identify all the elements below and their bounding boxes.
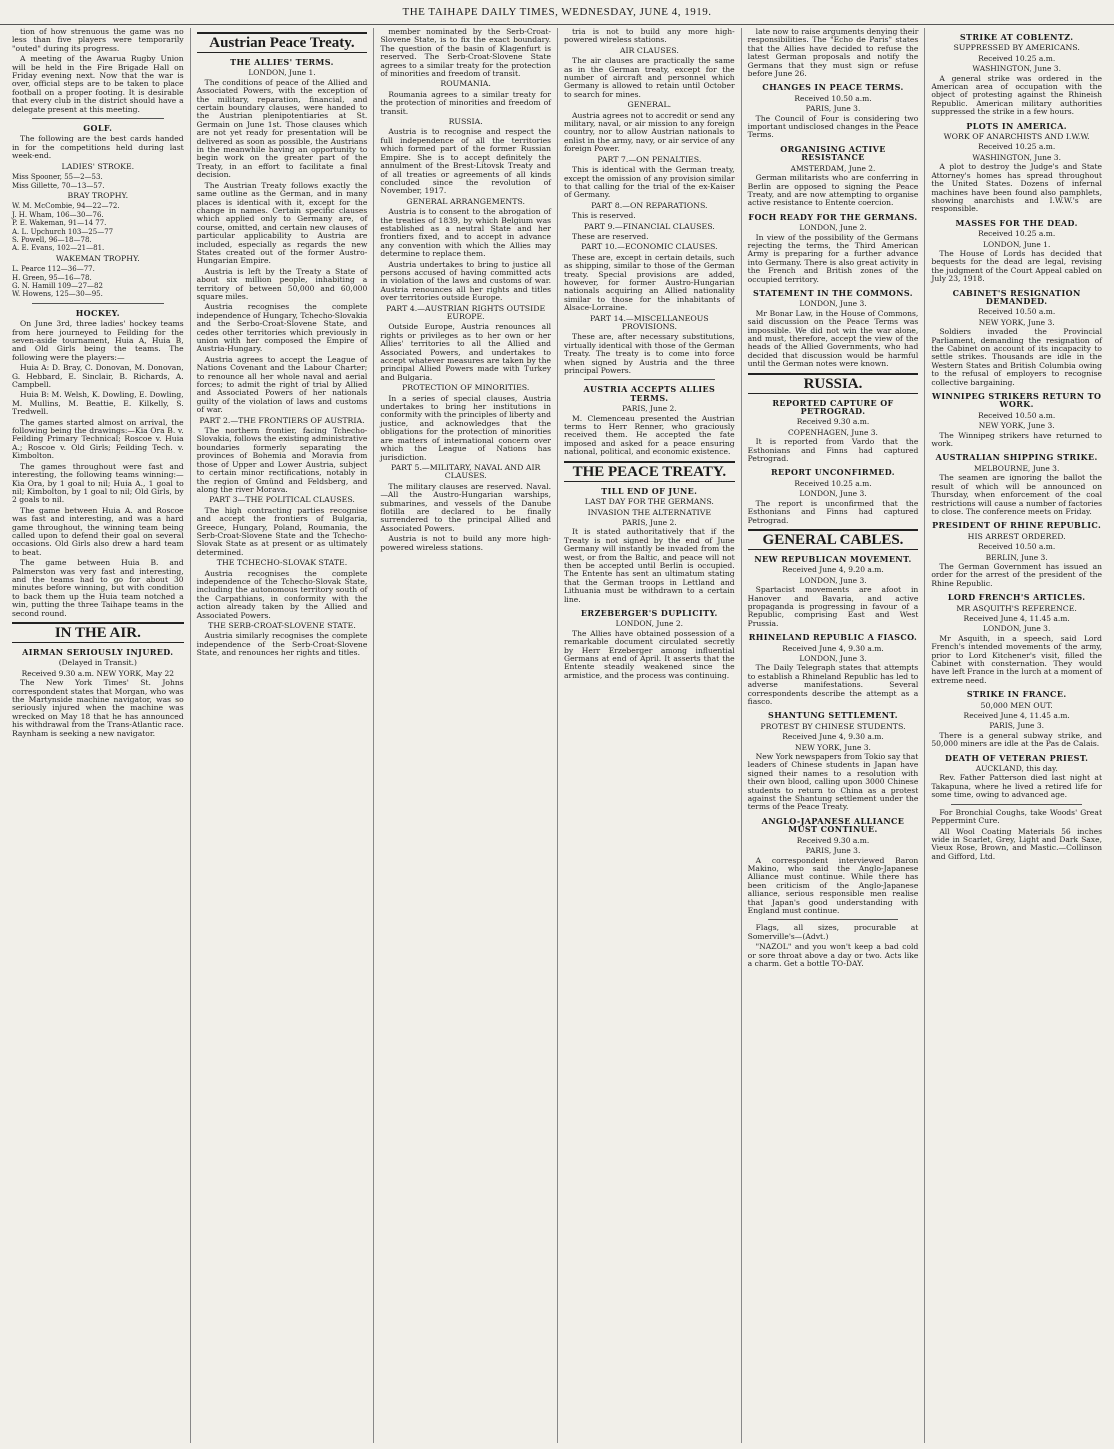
dateline: Received 10.25 a.m. bbox=[794, 478, 872, 488]
article-text: Austria recognises the complete independence of the Tchecho-Slovak State, including the autonomous territory south of the Carpathians, in conformity with the action already taken by the Allied and Associated Powers. bbox=[196, 568, 368, 620]
column-5 bbox=[741, 28, 925, 1443]
article-text: These are reserved. bbox=[572, 231, 649, 241]
subheading: PART 14.—MISCELLANEOUS PROVISIONS. bbox=[590, 313, 709, 331]
article-text: The game between Huia A. and Roscoe was fast and interesting, and was a hard game throughout, the winning team being called upon to defend their goal on several occasions. Old Girls also drew a hard team to beat. bbox=[12, 505, 184, 557]
article-text: Roumania agrees to a similar treaty for the protection of minorities and freedom of transit. bbox=[380, 89, 551, 116]
dateline: Received 10.50 a.m. bbox=[978, 307, 1056, 317]
subheading: REPORTED CAPTURE OF PETROGRAD. bbox=[772, 397, 894, 417]
article-text: The game between Huia B. and Palmerston was very fast and interesting, and the teams had to go for about 30 minutes before winning, but with condition to back them up the Huia team notched a win, putting the three Taihape teams in the second round. bbox=[12, 558, 184, 618]
note: (Delayed in Transit.) bbox=[58, 658, 137, 668]
article-text: member nominated by the Serb-Croat-Slovene State, is to fix the exact boundary. The question of the basin of Klagenfurt is reserved. The Serb-Croat-Slovene State agrees to a similar treaty for the protection of minorities and freedom of transit. bbox=[380, 28, 551, 79]
article-text: The Winnipeg strikers have returned to work. bbox=[931, 430, 1102, 449]
score-line: G. N. Hamill 109—27—82 bbox=[12, 281, 103, 290]
dateline: BERLIN, June 3. bbox=[985, 552, 1048, 562]
article-text: The conditions of peace of the Allied and Associated Powers, with the exception of the military, reparation, financial, and certain boundary clauses, were handed to the Austrian plenipotentiaries at St. Germain on June 1st. Those clauses which are not yet ready for presentation will be delivered as soon as possible, the Austrians in the meanwhile having an opportunity to begin work on the greater part of the Treaty, in an effort to facilitate a final decision. bbox=[196, 77, 368, 180]
article-text: Austria similarly recognises the complete independence of the Serb-Croat-Slovene State, and renounces her rights and titles. bbox=[196, 631, 368, 658]
section-heading: GOLF. bbox=[83, 123, 113, 134]
subheading: HIS ARREST ORDERED. bbox=[967, 531, 1066, 541]
subheading: LADIES' STROKE. bbox=[61, 161, 135, 171]
dateline: AMSTERDAM, June 2. bbox=[790, 163, 876, 173]
dateline: PARIS, June 3. bbox=[805, 104, 861, 114]
column-3 bbox=[373, 28, 557, 1443]
article-text: The report is unconfirmed that the Esthonians and Finns had captured Petrograd. bbox=[747, 498, 919, 525]
advertisement: For Bronchial Coughs, take Woods' Great Peppermint Cure. bbox=[931, 807, 1102, 826]
section-heading: PRESIDENT OF RHINE REPUBLIC. bbox=[932, 520, 1102, 531]
section-heading: WINNIPEG STRIKERS RETURN TO WORK. bbox=[931, 391, 1102, 410]
score-line: A. E. Evans, 102—21—81. bbox=[12, 244, 105, 253]
section-heading: FOCH READY FOR THE GERMANS. bbox=[748, 211, 918, 222]
dateline: Received June 4, 9.20 a.m. bbox=[782, 565, 884, 575]
dateline: Received June 4, 11.45 a.m. bbox=[963, 613, 1070, 623]
section-heading: CABINET'S RESIGNATION DEMANDED. bbox=[952, 287, 1081, 306]
article-text: These are, after necessary substitutions, virtually identical with those of the German Treaty. The treaty is to come into force when signed by Austria and the three principal Powers. bbox=[564, 332, 735, 376]
article-text: German militarists who are conferring in Berlin are opposed to signing the Peace Treaty, and are now attempting to organise active resistance to Entente coercion. bbox=[747, 173, 919, 208]
article-text: The New York Times' St. Johns correspondent states that Morgan, who was the Martynside machine navigator, was so seriously injured when the machine was wrecked on May 18 that he has announced his withdrawal from the Trans-Atlantic race. Raynham is seeking a new navigator. bbox=[12, 678, 184, 738]
columns bbox=[6, 28, 1108, 1443]
subheading: NEW REPUBLICAN MOVEMENT. bbox=[754, 553, 912, 564]
article-text: There is a general subway strike, and 50,000 miners are idle at the Pas de Calais. bbox=[931, 730, 1102, 749]
article-text: Austria is to recognise and respect the full independence of all the territories which formed part of the former Russian Empire. She is to accept definitely the annulment of the Brest-Litovsk Treaty and of all treaties or agreements of all kinds concluded since the revolution of November, 1917. bbox=[380, 127, 551, 196]
section-heading: REPORT UNCONFIRMED. bbox=[771, 467, 895, 478]
article-text: The House of Lords has decided that bequests for the dead are legal, revising the judgment of the Court Appeal cabled on July 23, 1918. bbox=[931, 248, 1102, 284]
subheading: PART 3—THE POLITICAL CLAUSES. bbox=[209, 495, 355, 505]
section-heading: ERZEBERGER'S DUPLICITY. bbox=[580, 607, 718, 618]
article-text: Huia B: M. Welsh, K. Dowling, E. Dowling, M. Mullins, M. Beattie, E. Kilkelly, S. Tredwell. bbox=[12, 390, 184, 417]
score-line: J. H. Wham, 106—30—76. bbox=[12, 210, 104, 219]
dateline: Received 9.30 a.m. bbox=[796, 417, 870, 427]
article-text: The following are the best cards handed in for the competitions held during last week-end. bbox=[12, 134, 184, 161]
section-heading: SHANTUNG SETTLEMENT. bbox=[768, 710, 898, 721]
article-text: The German Government has issued an order for the arrest of the president of the Rhine Republic. bbox=[931, 561, 1102, 588]
article-text: New York newspapers from Tokio say that leaders of Chinese students in Japan have signed their names to a resolution with their own blood, calling upon 3000 Chinese students to return to China as a protest against the Shantung settlement under the terms of the Peace Treaty. bbox=[747, 752, 919, 812]
masthead: THE TAIHAPE DAILY TIMES, WEDNESDAY, JUNE 4, 1919. bbox=[0, 0, 1114, 25]
dateline: Received June 4, 9.30 a.m. bbox=[782, 732, 884, 742]
advertisement: "NAZOL" and you won't keep a bad cold or sore throat above a day or two. Acts like a charm. Get a bottle TO-DAY. bbox=[747, 942, 919, 968]
dateline: Received 9.30 a.m. NEW YORK, May 22 bbox=[21, 668, 175, 678]
section-heading: AUSTRIA ACCEPTS ALLIES TERMS. bbox=[583, 384, 716, 403]
subheading: 50,000 MEN OUT. bbox=[980, 700, 1053, 710]
article-text: Mr Asquith, in a speech, said Lord French's intended movements of the army, prior to Lord Kitchener's visit, filled the Cabinet with consternation. They would have left France in the lurch at a moment of extreme need. bbox=[931, 633, 1102, 685]
article-text: The military clauses are reserved. Naval.—All the Austro-Hungarian warships, submarines, and vessels of the Danube flotilla are declared to be finally surrendered to the principal Allied and Associated Powers. bbox=[380, 481, 551, 533]
article-text: M. Clemenceau presented the Austrian terms to Herr Renner, who graciously received them. He accepted the fate imposed and asked for a peace ensuring national, political, and economic existence. bbox=[564, 413, 735, 457]
article-text: Austria agrees to accept the League of Nations Covenant and the Labour Charter; to renounce all her whole naval and aerial forces; to admit the right of trial by Allied and Associated Powers of her nationals guilty of the violation of laws and customs of war. bbox=[196, 354, 368, 415]
article-text: The air clauses are practically the same as in the German treaty, except for the number of aircraft and personnel which Germany is allowed to retain until October to search for mines. bbox=[564, 56, 735, 99]
dateline: Received 10.25 a.m. bbox=[978, 142, 1056, 152]
headline: IN THE AIR. bbox=[12, 622, 184, 643]
dateline: NEW YORK, June 3. bbox=[795, 742, 871, 752]
subheading: PART 5.—MILITARY, NAVAL AND AIR CLAUSES. bbox=[390, 462, 541, 481]
article-text: tion of how strenuous the game was no less than five players were temporarily "outed" during its progress. bbox=[12, 28, 184, 53]
subheading: PART 10.—ECONOMIC CLAUSES. bbox=[581, 242, 718, 252]
column-4 bbox=[557, 28, 741, 1443]
dateline: LONDON, June 2. bbox=[615, 619, 683, 629]
section-heading: MASSES FOR THE DEAD. bbox=[955, 217, 1078, 228]
dateline: WASHINGTON, June 3. bbox=[972, 152, 1061, 162]
article-text: A meeting of the Awarua Rugby Union will be held in the Fire Brigade Hall on Friday evening next. Now that the war is over, official steps are to be taken to place football on a proper footing. It is desirable that every club in the district should have a delegate present at this meeting. bbox=[12, 54, 184, 114]
subheading: PART 8.—ON REPARATIONS. bbox=[591, 200, 708, 210]
divider bbox=[951, 804, 1082, 805]
dateline: PARIS, June 3. bbox=[989, 721, 1044, 731]
section-heading: PLOTS IN AMERICA. bbox=[966, 120, 1067, 131]
section-heading: HOCKEY. bbox=[75, 307, 120, 318]
dateline: Received 10.25 a.m. bbox=[978, 53, 1056, 63]
subheading: RUSSIA. bbox=[448, 117, 483, 127]
score-line: Miss Spooner, 55—2—53. bbox=[12, 173, 103, 182]
subheading: THE ALLIES' TERMS. bbox=[230, 57, 334, 67]
article-text: Austria is to consent to the abrogation of the treaties of 1839, by which Belgium was established as a neutral State and her frontiers fixed, and to accept in advance any convention with which the Allies may determine to replace them. bbox=[380, 207, 551, 259]
score-line: W. Howens, 125—30—95. bbox=[12, 290, 103, 299]
article-text: Austria recognises the complete independence of Hungary, Tchecho-Slovakia and the Serbo-Croat-Slovene State, and cedes other territories which previously in union with her composed the Empire of Austria-Hungary. bbox=[196, 302, 368, 354]
article-text: Rev. Father Patterson died last night at Takapuna, where he lived a retired life for some time, owing to advanced age. bbox=[931, 773, 1102, 800]
subheading: LAST DAY FOR THE GERMANS. bbox=[584, 497, 714, 507]
article-text: Austria undertakes to bring to justice all persons accused of having committed acts in violation of the laws and customs of war. Austria renounces all her rights and titles over territories outside Europe. bbox=[380, 259, 551, 303]
subheading: THE SERB-CROAT-SLOVENE STATE. bbox=[208, 621, 356, 630]
subheading: THE TCHECHO-SLOVAK STATE. bbox=[216, 558, 348, 568]
section-heading: ANGLO-JAPANESE ALLIANCE MUST CONTINUE. bbox=[761, 815, 905, 835]
subheading: PART 2.—THE FRONTIERS OF AUSTRIA. bbox=[199, 415, 365, 425]
article-text: late now to raise arguments denying their responsibilities. The "Echo de Paris" states that the Allies have decided to refuse the latest German proposals and notify the Germans that they must sign or refuse before June 26. bbox=[747, 28, 919, 79]
article-text: On June 3rd, three ladies' hockey teams from here journeyed to Feilding for the seven-aside tournament, Huia A, Huia B, and Old Girls being the teams. The following were the players:— bbox=[12, 319, 184, 362]
subheading: AIR CLAUSES. bbox=[619, 45, 679, 55]
section-heading: DEATH OF VETERAN PRIEST. bbox=[944, 752, 1089, 763]
article-text: It is reported from Vardo that the Esthonians and Finns had captured Petrograd. bbox=[747, 437, 919, 464]
article-text: The high contracting parties recognise and accept the frontiers of Bulgaria, Greece, Hungary, Poland, Roumania, the Serb-Croat-Slovene State and the Tchecho-Slovak State as at present or as ultimately determined. bbox=[196, 505, 368, 557]
article-text: Mr Bonar Law, in the House of Commons, said discussion on the Peace Terms was impossible. We did not win the war alone, and must, therefore, accept the view of the heads of the Allied Governments, who had decided that discussion would be harmful until the German notes were known. bbox=[747, 308, 919, 369]
headline: Austrian Peace Treaty. bbox=[197, 32, 368, 53]
article-text: These are, except in certain details, such as shipping, similar to those of the German treaty. Special provisions are added, however, for former Austro-Hungarian nationals acquiring an Allied nationality similar to those for the inhabitants of Alsace-Lorraine. bbox=[564, 252, 735, 313]
dateline: Received 10.25 a.m. bbox=[978, 229, 1056, 239]
dateline: Received June 4, 9.30 a.m. bbox=[782, 643, 884, 653]
column-1 bbox=[6, 28, 190, 1443]
dateline: LONDON, June 1. bbox=[982, 239, 1051, 249]
dateline: NEW YORK, June 3. bbox=[978, 421, 1055, 431]
dateline: Received 10.50 a.m. bbox=[978, 410, 1056, 420]
article-text: The games throughout were fast and interesting, the following teams winning:—Kia Ora, by 1 goal to nil; Huia A., 1 goal to nil; Kimbolton, by 1 goal to nil; Old Girls, by 2 goals to nil. bbox=[12, 461, 184, 505]
subheading: INVASION THE ALTERNATIVE bbox=[587, 507, 712, 517]
dateline: MELBOURNE, June 3. bbox=[973, 463, 1060, 473]
divider bbox=[768, 919, 899, 920]
divider bbox=[32, 118, 164, 119]
column-2 bbox=[190, 28, 374, 1443]
article-text: In a series of special clauses, Austria undertakes to bring her institutions in conformity with the principles of liberty and justice, and acknowledges that the obligations for the protection of minorities are matters of international concern over which the League of Nations has jurisdiction. bbox=[380, 393, 551, 462]
subheading: GENERAL. bbox=[627, 100, 672, 110]
dateline: LONDON, June 3. bbox=[982, 624, 1051, 634]
dateline: LONDON, June 3. bbox=[799, 299, 867, 309]
section-heading: ORGANISING ACTIVE RESISTANCE bbox=[780, 143, 886, 163]
article-text: The Council of Four is considering two important undisclosed changes in the Peace Terms. bbox=[747, 113, 919, 140]
dateline: AUCKLAND, this day. bbox=[975, 764, 1058, 774]
subheading: PART 4.—AUSTRIAN RIGHTS OUTSIDE EUROPE. bbox=[386, 303, 546, 321]
headline: GENERAL CABLES. bbox=[748, 529, 919, 550]
article-text: tria is not to build any more high-powered wireless stations. bbox=[564, 28, 735, 45]
dateline: PARIS, June 3. bbox=[805, 846, 861, 856]
headline: THE PEACE TREATY. bbox=[564, 461, 735, 482]
article-text: Spartacist movements are afoot in Hanover and Bavaria, and active propaganda is progressing in favour of a Republic, comprising East and West Prussia. bbox=[747, 585, 919, 628]
subheading: AIRMAN SERIOUSLY INJURED. bbox=[22, 647, 174, 657]
divider bbox=[32, 303, 164, 304]
article-text: Austria is left by the Treaty a State of about six million people, inhabiting a territory of between 50,000 and 60,000 square miles. bbox=[196, 266, 368, 301]
dateline: PARIS, June 2. bbox=[621, 404, 677, 414]
subheading: MR ASQUITH'S REFERENCE. bbox=[956, 603, 1077, 613]
headline: RUSSIA. bbox=[748, 373, 919, 394]
dateline: NEW YORK, June 3. bbox=[978, 317, 1055, 327]
subheading: WORK OF ANARCHISTS AND I.W.W. bbox=[943, 132, 1090, 142]
advertisement: All Wool Coating Materials 56 inches wide in Scarlet, Grey, Light and Dark Saxe, Vieux Rose, Brown, and Mastic.—Collinson and Gifford, Ltd. bbox=[931, 826, 1102, 861]
article-text: A general strike was ordered in the American area of occupation with the object of protesting against the Rhineish Republic. American military authorities suppressed the strike in a few hours. bbox=[931, 73, 1102, 117]
article-text: This is identical with the German treaty, except the omission of any provision similar to that calling for the trial of the ex-Kaiser of Germany. bbox=[564, 165, 735, 200]
section-heading: AUSTRALIAN SHIPPING STRIKE. bbox=[935, 452, 1098, 463]
subheading: PART 7.—ON PENALTIES. bbox=[597, 154, 702, 164]
dateline: Received 10.50 a.m. bbox=[794, 93, 872, 103]
section-heading: STATEMENT IN THE COMMONS. bbox=[753, 287, 913, 298]
article-text: The Allies have obtained possession of a remarkable document circulated secretly by Herr Erzeberger among influential Germans at end of April. It asserts that the Entente steadily weakened since the armistice, and the process was continuing. bbox=[564, 628, 735, 680]
article-text: The games started almost on arrival, the following being the drawings:—Kia Ora B. v. Feilding Primary Technical; Roscoe v. Huia A.; Roscoe v. Old Girls; Feilding Tech. v. Kimbolton. bbox=[12, 417, 184, 461]
subheading: SUPPRESSED BY AMERICANS. bbox=[953, 43, 1080, 53]
section-heading: RHINELAND REPUBLIC A FIASCO. bbox=[748, 632, 918, 643]
score-line: P. E. Wakeman, 91—14 77. bbox=[12, 219, 107, 228]
subheading: PART 9.—FINANCIAL CLAUSES. bbox=[583, 221, 715, 231]
section-heading: STRIKE IN FRANCE. bbox=[966, 689, 1067, 700]
subheading: PROTEST BY CHINESE STUDENTS. bbox=[760, 721, 906, 731]
score-line: H. Green, 95—16—78. bbox=[12, 273, 92, 282]
subheading: ROUMANIA. bbox=[440, 79, 491, 89]
dateline: PARIS, June 2. bbox=[621, 517, 677, 527]
article-text: The Daily Telegraph states that attempts to establish a Rhineland Republic has led to adverse manifestations. Several correspondents describe the attempt as a fiasco. bbox=[747, 663, 919, 706]
section-heading: STRIKE AT COBLENTZ. bbox=[959, 32, 1074, 42]
article-text: Soldiers invaded the Provincial Parliament, demanding the resignation of the Cabinet on account of its incapacity to settle strikes. Thousands are idle in the Western States and British Columbia owing to the refusal of employers to recognise collective bargaining. bbox=[931, 327, 1102, 387]
section-heading: CHANGES IN PEACE TERMS. bbox=[762, 82, 904, 93]
article-text: This is reserved. bbox=[572, 211, 636, 221]
score-line: S. Powell, 96—18—78. bbox=[12, 235, 92, 244]
article-text: A correspondent interviewed Baron Makino, who said the Anglo-Japanese Alliance must continue. While there has been criticism of the Anglo-Japanese alliance, serious responsible men realise that Japan's good understanding with England must continue. bbox=[747, 855, 919, 915]
article-text: It is stated authoritatively that if the Treaty is not signed by the end of June Germany will instantly be invaded from the west, or from the Baltic, and peace will not then be accepted until Berlin is occupied. The Entente has sent an ultimatum stating that the German troops in Lettland and Lithuania must be withdrawn to a certain line. bbox=[564, 527, 735, 604]
subheading: TILL END OF JUNE. bbox=[601, 485, 698, 496]
dateline: Received June 4, 11.45 a.m. bbox=[963, 711, 1070, 721]
article-text: In view of the possibility of the Germans rejecting the terms, the Third American Army is preparing for a further advance into Germany. There is also great activity in the French and British zones of the occupied territory. bbox=[747, 232, 919, 284]
subheading: GENERAL ARRANGEMENTS. bbox=[406, 196, 525, 206]
article-text: The Austrian Treaty follows exactly the same outline as the German, and in many places is identical with it, except for the change in names. Certain specific clauses which applied only to Germany are, of course, omitted, and certain new clauses of particular applicability to Austria are included, especially as regards the new States created out of the former Austro-Hungarian Empire. bbox=[196, 180, 368, 266]
dateline: COPENHAGEN, June 3. bbox=[788, 427, 878, 437]
score-line: L. Pearce 112—36—77. bbox=[12, 265, 95, 274]
dateline: LONDON, June 3. bbox=[799, 653, 867, 663]
dateline: Received 9.30 a.m. bbox=[796, 835, 870, 845]
dateline: LONDON, June 1. bbox=[248, 68, 316, 78]
advertisement: Flags, all sizes, procurable at Somerville's—(Advt.) bbox=[747, 923, 919, 941]
dateline: WASHINGTON, June 3. bbox=[972, 64, 1061, 74]
score-line: W. M. McCombie, 94—22—72. bbox=[12, 202, 120, 211]
dateline: LONDON, June 3. bbox=[799, 575, 867, 585]
dateline: LONDON, June 3. bbox=[799, 489, 867, 499]
article-text: The seamen are ignoring the ballot the result of which will be announced on Thursday, when enforcement of the coal restrictions will cause a number of factories to close. The conference meets on Friday. bbox=[931, 473, 1102, 516]
column-6 bbox=[924, 28, 1108, 1443]
score-line: Miss Gillette, 70—13—57. bbox=[12, 181, 105, 190]
article-text: A plot to destroy the Judge's and State Attorney's homes has spread throughout the United States. Dozens of infernal machines have been found also pamphlets, showing anarchists and I.W.W.'s are responsible. bbox=[931, 162, 1102, 214]
score-line: A. L. Upchurch 103—25—77 bbox=[12, 227, 114, 236]
article-text: Outside Europe, Austria renounces all rights or privileges as to her own or her Allies' territories to all the Allied and Associated Powers, and undertakes to accept whatever measures are taken by the principal Allied Powers made with Turkey and Bulgaria. bbox=[380, 322, 551, 382]
section-heading: LORD FRENCH'S ARTICLES. bbox=[947, 592, 1086, 603]
dateline: LONDON, June 2. bbox=[799, 223, 867, 233]
subheading: BRAY TROPHY. bbox=[67, 190, 129, 200]
article-text: Huia A: D. Bray, C. Donovan, M. Donovan, G. Hebbard, E. Sinclair, B. Richards, A. Campbell. bbox=[12, 363, 184, 390]
article-text: Austria is not to build any more high-powered wireless stations. bbox=[380, 534, 551, 552]
subheading: WAKEMAN TROPHY. bbox=[55, 253, 140, 263]
article-text: Austria agrees not to accredit or send any military, naval, or air mission to any foreign country, nor to allow Austrian nationals to enlist in the army, navy, or air service of any foreign Power. bbox=[564, 110, 735, 154]
article-text: The northern frontier, facing Tchecho-Slovakia, follows the existing administrative boundaries formerly separating the provinces of Bohemia and Moravia from those of Upper and Lower Austria, subject to certain minor rectifications, notably in the region of Gmünd and Feldsberg, and along the river Morava. bbox=[196, 426, 368, 494]
dateline: Received 10.50 a.m. bbox=[978, 542, 1056, 552]
divider bbox=[584, 379, 715, 380]
subheading: PROTECTION OF MINORITIES. bbox=[401, 383, 530, 393]
